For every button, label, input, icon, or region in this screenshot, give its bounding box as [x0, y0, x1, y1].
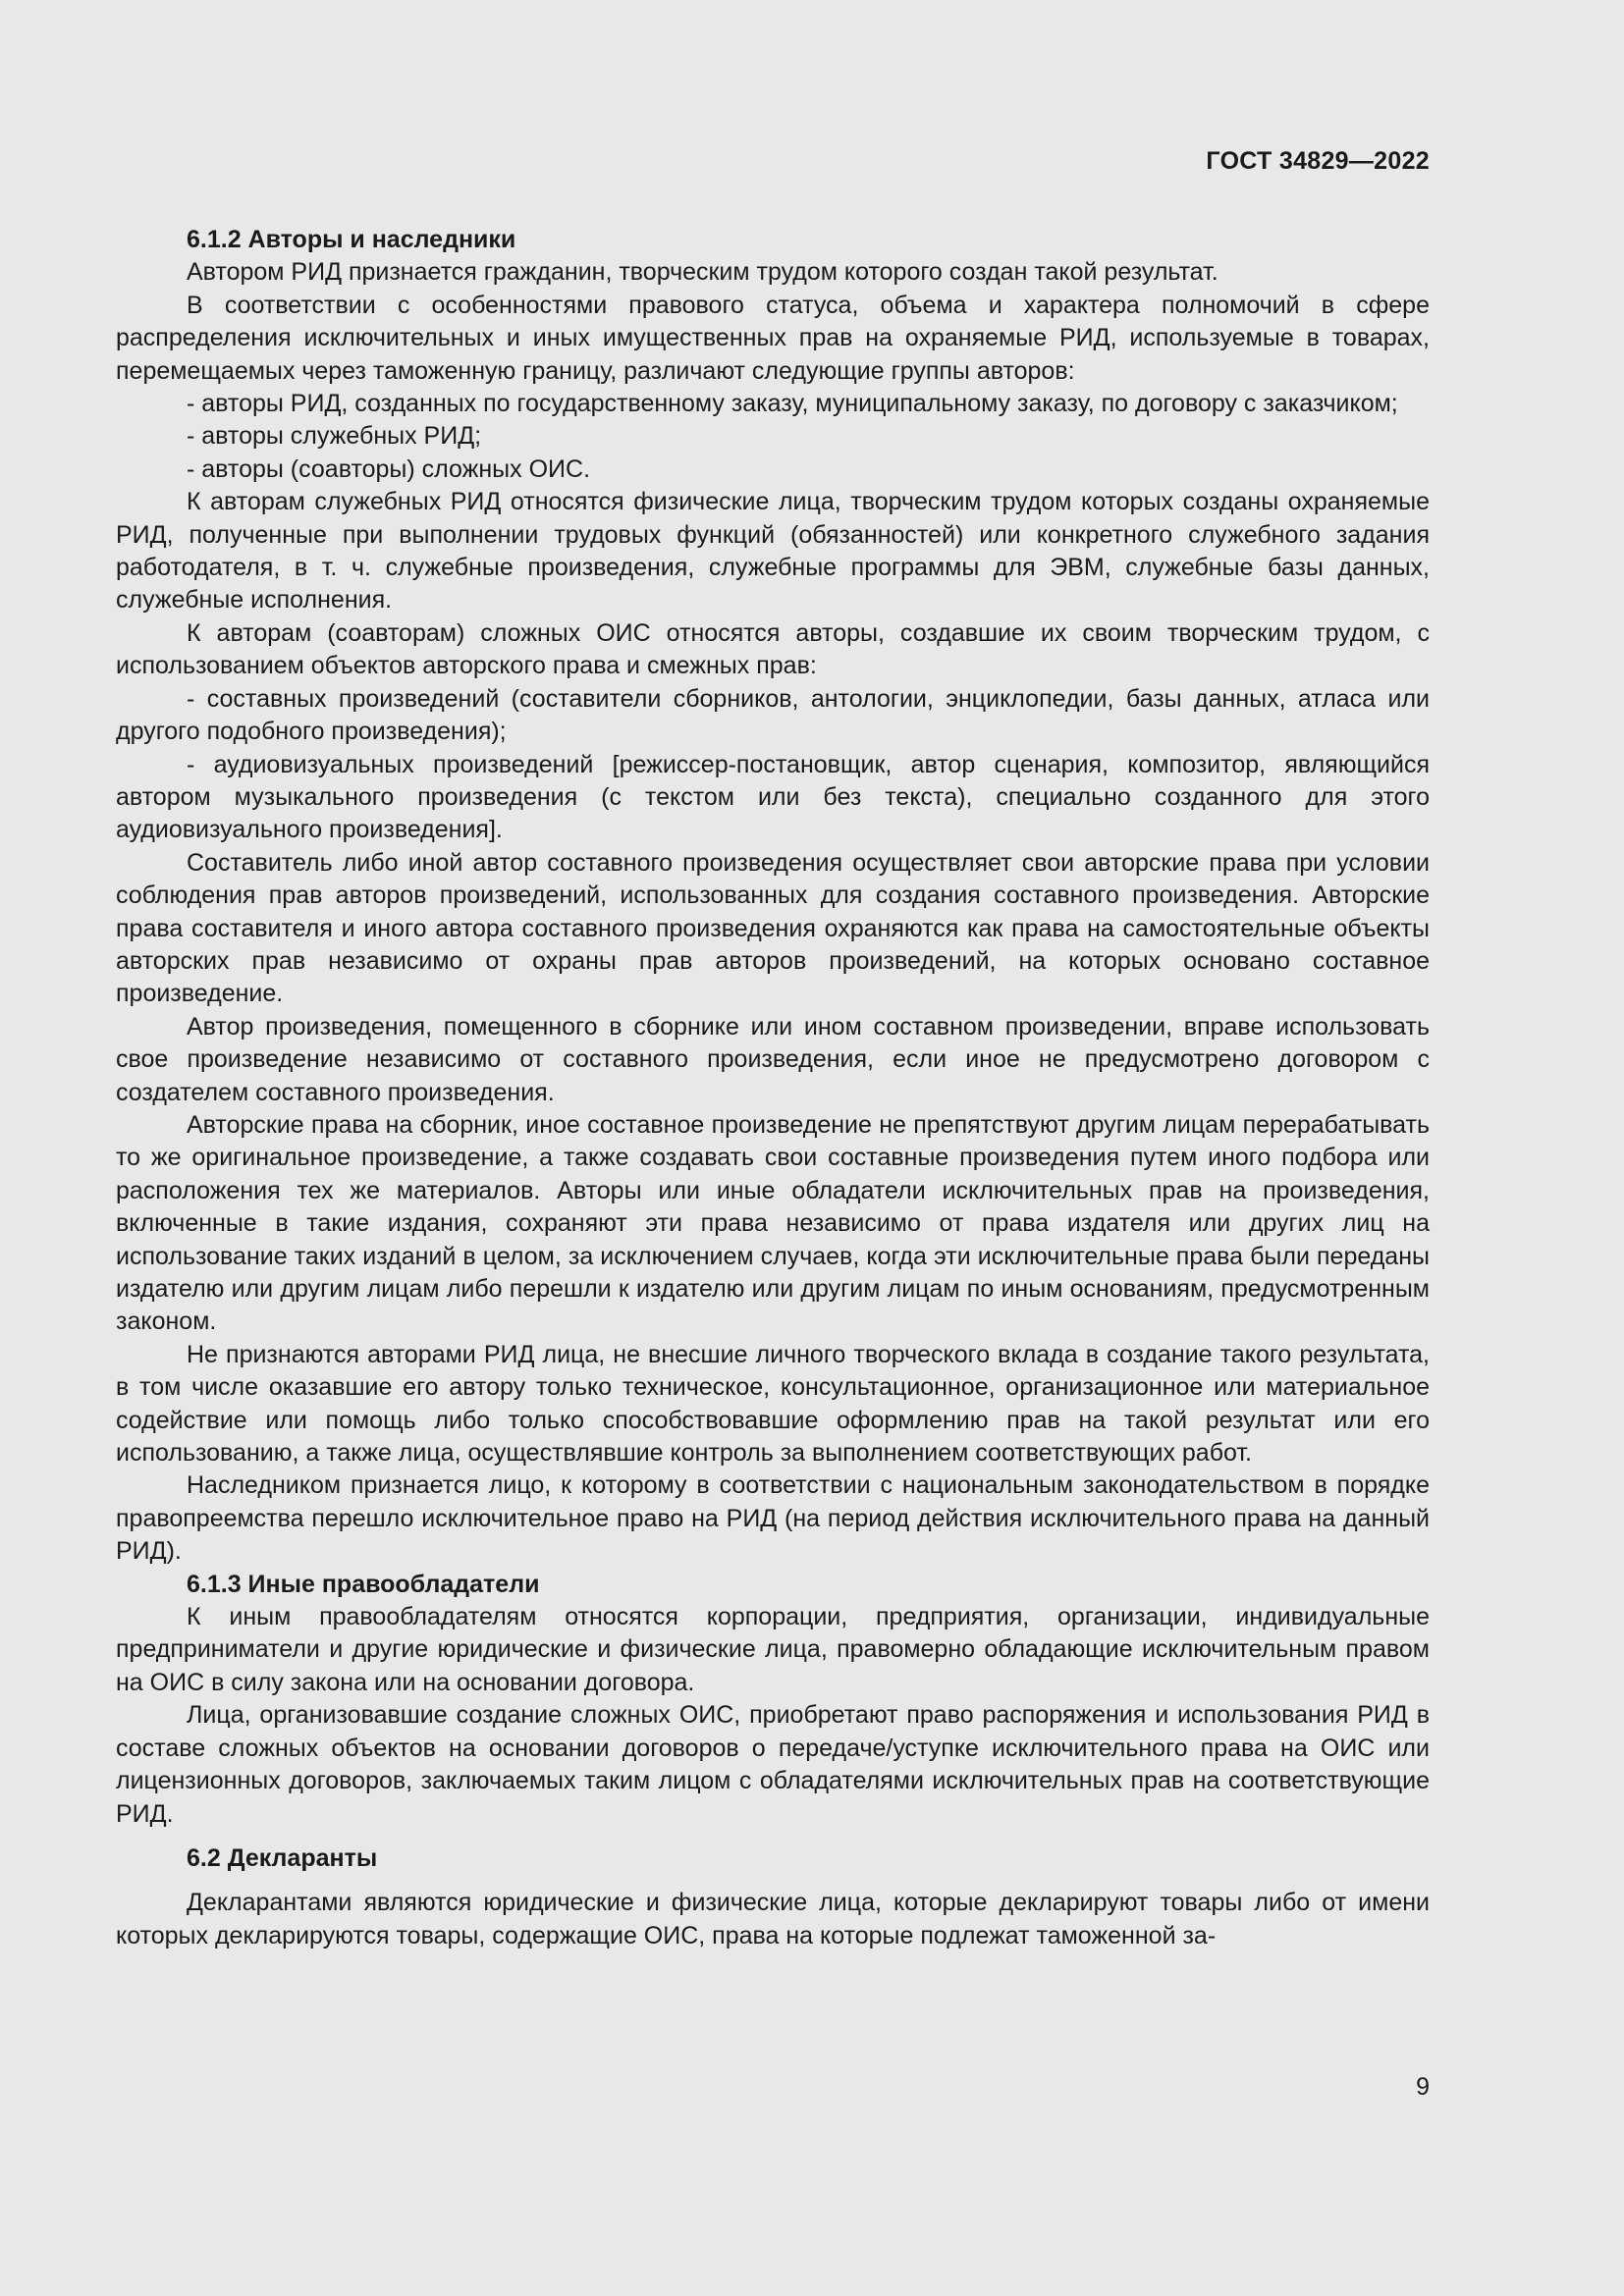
paragraph: Авторские права на сборник, иное составное произведение не препятствуют другим лицам перерабатывать то же оригинальное произведение, а также создавать свои составные произведения путем иного подбора или расположения тех же материалов. Авторы или иные обладатели исключительных прав на произведения, включенные в такие издания, сохраняют эти права независимо от права издателя или других лиц на использование таких изданий в целом, за исключением случаев, когда эти исключительные права были переданы издателю или другим лицам либо перешли к издателю или другим лицам по иным основаниям, предусмотренным законом.	[116, 1110, 1430, 1336]
paragraph: Лица, организовавшие создание сложных ОИС, приобретают право распоряжения и использования РИД в составе сложных объектов на основании договоров о передаче/уступке исключительного права на ОИС или лицензионных договоров, заключаемых таким лицом с обладателями исключительных прав на соответствующие РИД.	[116, 1701, 1430, 1828]
section-heading: 6.1.2 Авторы и наследники	[187, 226, 516, 253]
list-item: - авторы (соавторы) сложных ОИС.	[187, 454, 591, 483]
list-item: - аудиовизуальных произведений [режиссер-постановщик, автор сценария, композитор, являющийся автором музыкального произведения (с текстом или без текста), специально созданного для этого аудиовизуального произведения].	[116, 750, 1430, 844]
paragraph: К иным правообладателям относятся корпорации, предприятия, организации, индивидуальные предприниматели и другие юридические и физические лица, правомерно обладающие исключительным правом на ОИС в силу закона или на основании договора.	[116, 1603, 1430, 1696]
paragraph: Автор произведения, помещенного в сборнике или ином составном произведении, вправе использовать свое произведение независимо от составного произведения, если иное не предусмотрено договором с создателем составного произведения.	[116, 1012, 1430, 1106]
document-id-header: ГОСТ 34829—2022	[1206, 147, 1430, 175]
paragraph: Составитель либо иной автор составного произведения осуществляет свои авторские права при условии соблюдения прав авторов произведений, использованных для создания составного произведения. Авторские права составителя и иного автора составного произведения охраняются как права на самостоятельные объекты авторских прав независимо от охраны прав авторов произведений, на которых основано составное произведение.	[116, 848, 1430, 1008]
paragraph: Автором РИД признается гражданин, творческим трудом которого создан такой результат.	[187, 258, 1218, 287]
paragraph: К авторам служебных РИД относятся физические лица, творческим трудом которых созданы охраняемые РИД, полученные при выполнении трудовых функций (обязанностей) или конкретного служебного задания работодателя, в т. ч. служебные произведения, служебные программы для ЭВМ, служебные базы данных, служебные исполнения.	[116, 488, 1430, 614]
list-item: - составных произведений (составители сборников, антологии, энциклопедии, базы данных, атласа или другого подобного произведения);	[116, 684, 1430, 746]
list-item: - авторы служебных РИД;	[187, 422, 482, 451]
section-heading: 6.1.3 Иные правообладатели	[187, 1570, 540, 1598]
paragraph: Декларантами являются юридические и физические лица, которые декларируют товары либо от имени которых декларируются товары, содержащие ОИС, права на которые подлежат таможенной за-	[116, 1889, 1430, 1949]
page-number: 9	[1416, 2073, 1430, 2101]
list-item: - авторы РИД, созданных по государственному заказу, муниципальному заказу, по договору с заказчиком;	[187, 390, 1398, 418]
paragraph: Не признаются авторами РИД лица, не внесшие личного творческого вклада в создание такого результата, в том числе оказавшие его автору только техническое, консультационное, организационное или материальное содействие или помощь либо только способствовавшие оформлению прав на такой результат или его использованию, а также лица, осуществлявшие контроль за выполнением соответствующих работ.	[116, 1340, 1430, 1468]
paragraph: Наследником признается лицо, к которому в соответствии с национальным законодательством в порядке правопреемства перешло исключительное право на РИД (на период действия исключительного права на данный РИД).	[116, 1471, 1430, 1566]
paragraph: В соответствии с особенностями правового статуса, объема и характера полномочий в сфере распределения исключительных и иных имущественных прав на охраняемые РИД, используемые в товарах, перемещаемых через таможенную границу, различают следующие группы авторов:	[116, 291, 1430, 385]
section-heading: 6.2 Декларанты	[187, 1843, 378, 1872]
document-body	[116, 224, 1430, 1952]
paragraph: К авторам (соавторам) сложных ОИС относятся авторы, создавшие их своим творческим трудом, с использованием объектов авторского права и смежных прав:	[116, 618, 1430, 680]
